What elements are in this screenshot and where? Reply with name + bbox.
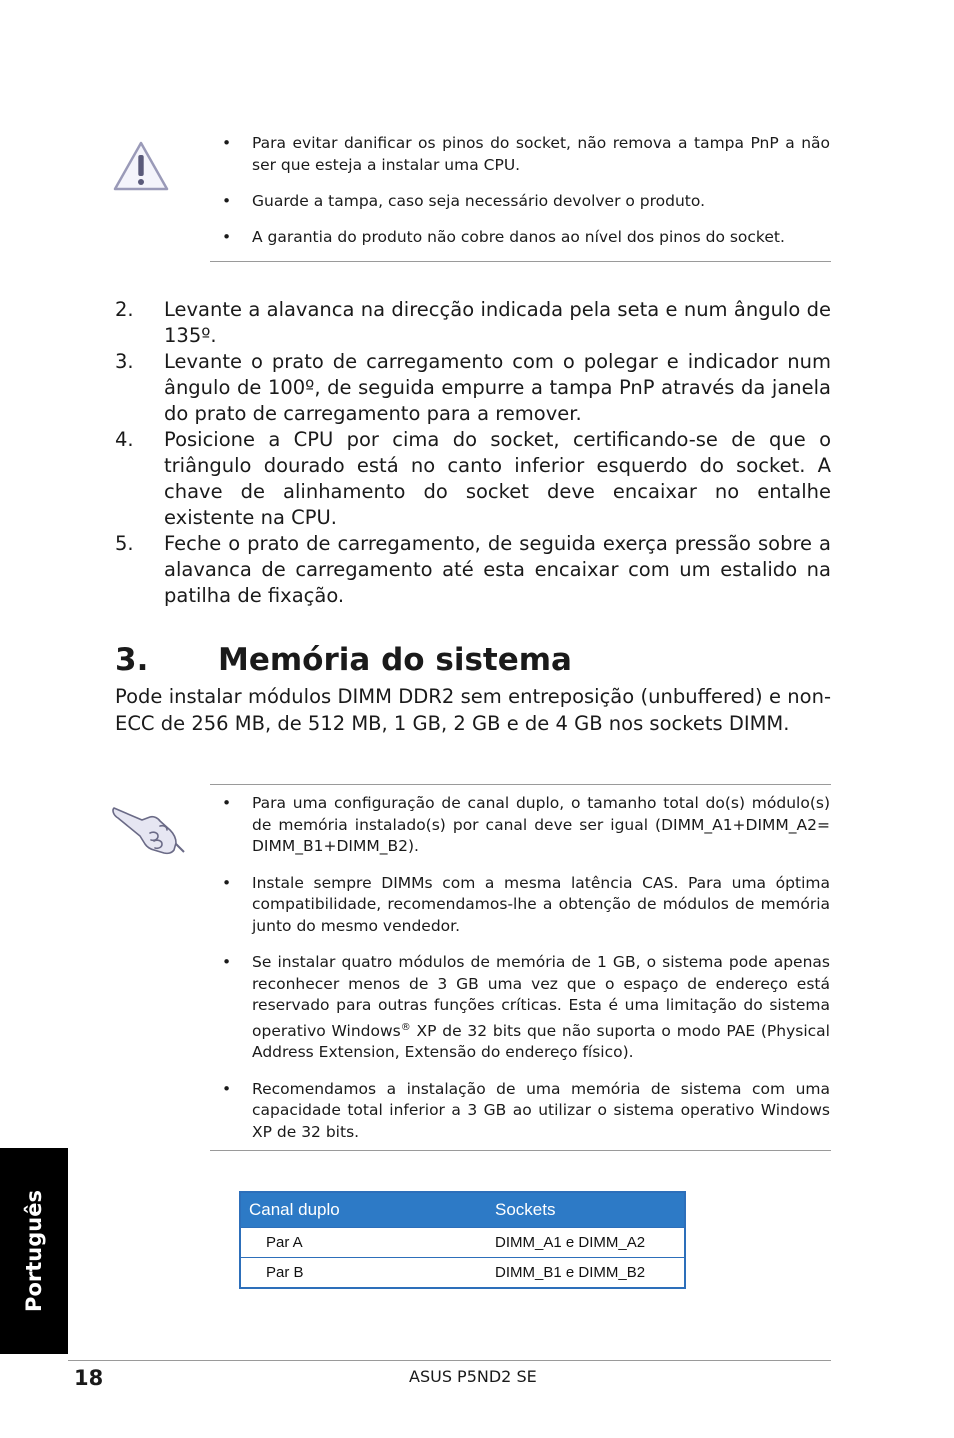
warning-triangle-icon bbox=[112, 140, 170, 192]
section-title-text: Memória do sistema bbox=[218, 642, 572, 678]
step-text: Feche o prato de carregamento, de seguida exerça pressão sobre a alavanca de carregamento até esta encaixar com um estalido na patilha de fixação. bbox=[164, 532, 831, 607]
note-item bbox=[210, 952, 830, 1064]
step-number: 5. bbox=[115, 532, 134, 555]
note-text: XP de 32 bits que não suporta o modo PAE (Physical Address Extension, Extensão do endereço físico). bbox=[252, 1021, 830, 1062]
footer-divider bbox=[68, 1360, 831, 1361]
divider bbox=[210, 1150, 831, 1151]
warning-item: • Para evitar danificar os pinos do socket, não remova a tampa PnP a não ser que esteja a instalar uma CPU. bbox=[210, 132, 830, 176]
product-name: ASUS P5ND2 SE bbox=[409, 1367, 537, 1386]
note-list bbox=[210, 793, 830, 1158]
step-text: Posicione a CPU por cima do socket, certificando-se de que o triângulo dourado está no canto inferior esquerdo do socket. A chave de alinhamento do socket deve encaixar no entalhe existente na CPU. bbox=[164, 428, 831, 529]
step-number: 2. bbox=[115, 298, 134, 321]
section-title bbox=[115, 640, 572, 680]
dual-channel-table bbox=[239, 1191, 686, 1289]
pointing-hand-icon bbox=[110, 800, 190, 856]
table-cell: DIMM_A1 e DIMM_A2 bbox=[487, 1228, 685, 1258]
step-number: 3. bbox=[115, 350, 134, 373]
step-number: 4. bbox=[115, 428, 134, 451]
table-row bbox=[240, 1258, 685, 1289]
step-item bbox=[115, 427, 831, 531]
warning-item: • A garantia do produto não cobre danos ao nível dos pinos do socket. bbox=[210, 226, 830, 248]
table-cell: DIMM_B1 e DIMM_B2 bbox=[487, 1258, 685, 1289]
step-item bbox=[115, 531, 831, 609]
warning-note-list bbox=[210, 132, 830, 262]
column-header: Sockets bbox=[487, 1192, 685, 1228]
column-header: Canal duplo bbox=[240, 1192, 487, 1228]
installation-steps bbox=[115, 297, 831, 609]
section-number: 3. bbox=[115, 642, 149, 678]
step-item bbox=[115, 297, 831, 349]
note-text: Se instalar quatro módulos de memória de 1 GB, o sistema pode apenas reconhecer menos de 3 GB uma vez que o espaço de endereço está reservado para outras funções críticas. Esta é uma limitação do sistema operativo Windows bbox=[252, 953, 830, 1040]
page-number: 18 bbox=[74, 1366, 104, 1390]
language-tab-label: Português bbox=[22, 1190, 46, 1312]
divider bbox=[210, 784, 831, 785]
note-item: • Para uma configuração de canal duplo, o tamanho total do(s) módulo(s) de memória instalado(s) por canal deve ser igual (DIMM_A1+DIMM_A2= DIMM_B1+DIMM_B2). bbox=[210, 793, 830, 858]
table-row bbox=[240, 1228, 685, 1258]
section-intro: Pode instalar módulos DIMM DDR2 sem entreposição (unbuffered) e non-ECC de 256 MB, de 512 MB, 1 GB, 2 GB e de 4 GB nos sockets DIMM. bbox=[115, 685, 831, 735]
table-cell: Par A bbox=[240, 1228, 487, 1258]
step-text: Levante a alavanca na direcção indicada pela seta e num ângulo de 135º. bbox=[164, 298, 831, 347]
divider bbox=[210, 261, 831, 262]
registered-mark: ® bbox=[400, 1021, 411, 1033]
note-item: • Recomendamos a instalação de uma memória de sistema com uma capacidade total inferior a 3 GB ao utilizar o sistema operativo Windows XP de 32 bits. bbox=[210, 1079, 830, 1144]
table-header-row bbox=[240, 1192, 685, 1228]
step-text: Levante o prato de carregamento com o polegar e indicador num ângulo de 100º, de seguida empurre a tampa PnP através da janela do prato de carregamento para a remover. bbox=[164, 350, 831, 425]
warning-item: • Guarde a tampa, caso seja necessário devolver o produto. bbox=[210, 190, 830, 212]
step-item bbox=[115, 349, 831, 427]
table-cell: Par B bbox=[240, 1258, 487, 1289]
note-item: • Instale sempre DIMMs com a mesma latência CAS. Para uma óptima compatibilidade, recomendamos-lhe a obtenção de módulos de memória junto do mesmo vendedor. bbox=[210, 873, 830, 938]
